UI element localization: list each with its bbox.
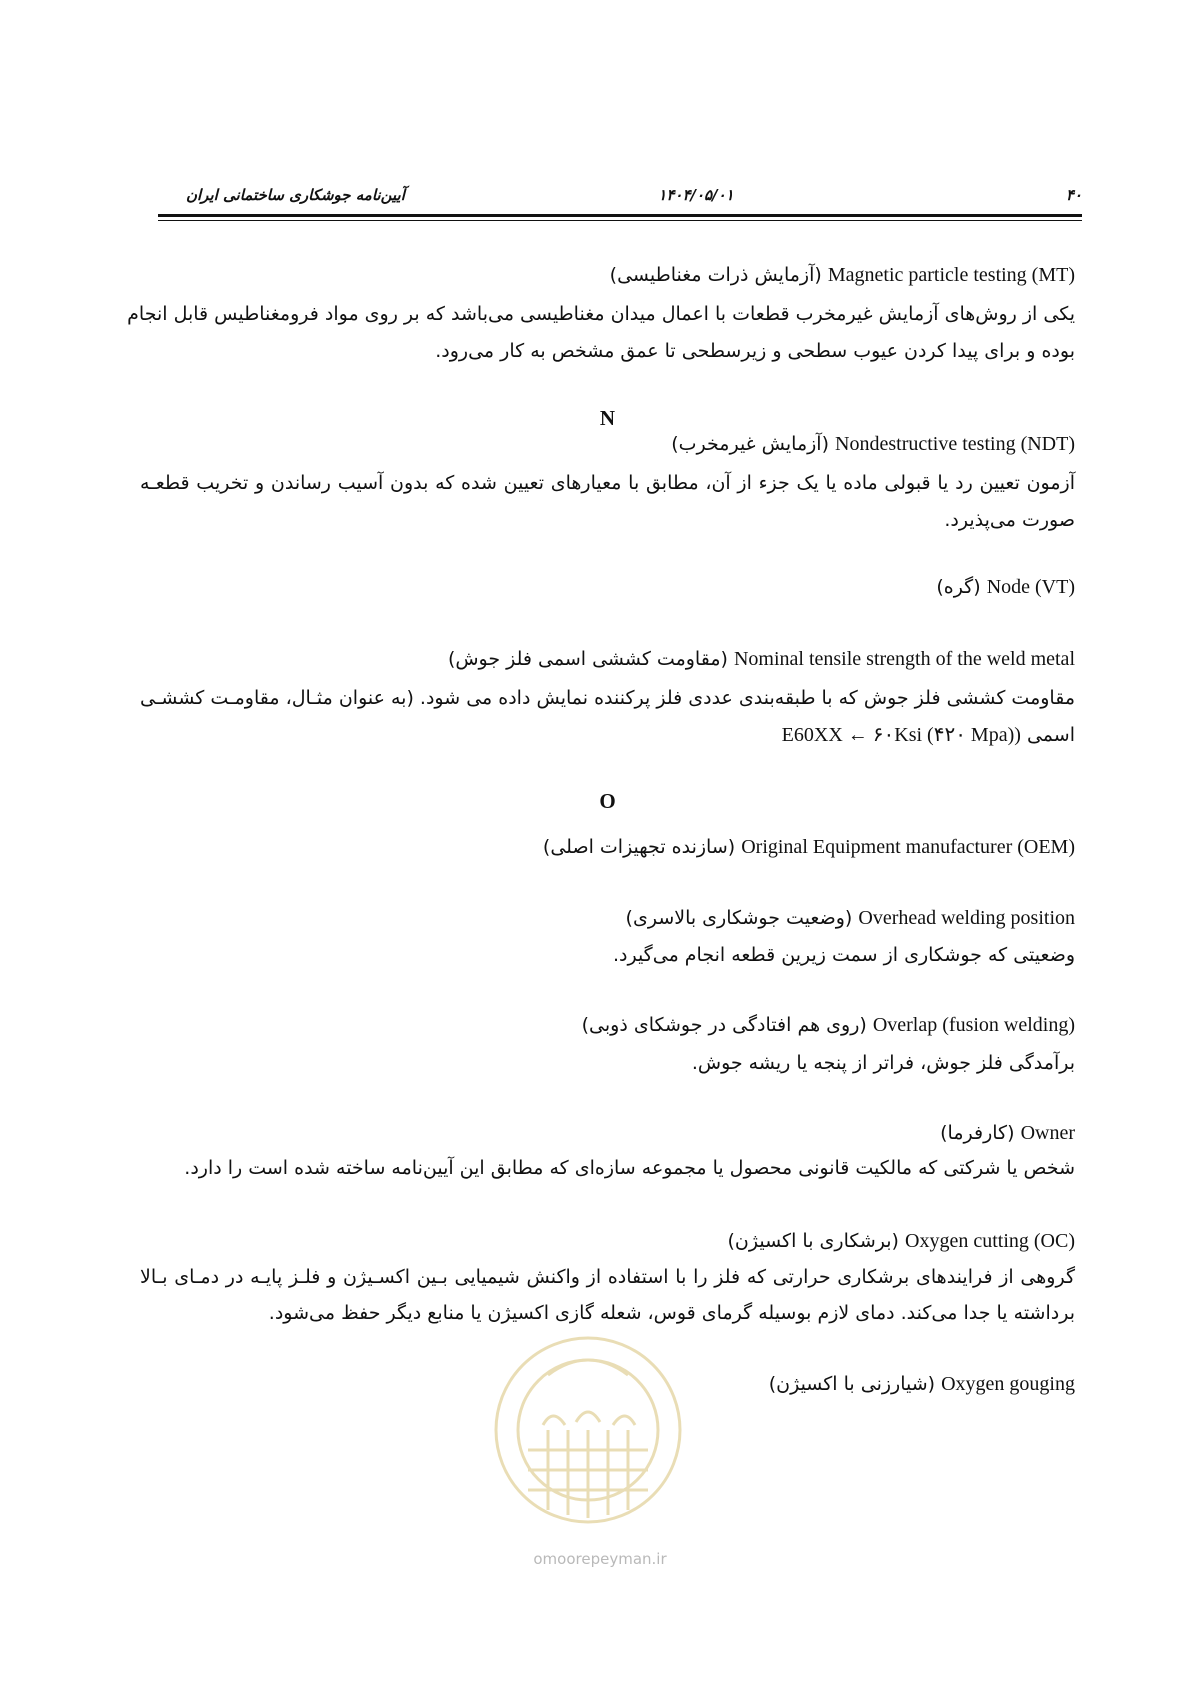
term-en: Nondestructive testing (NDT): [835, 433, 1075, 455]
term-heading: [140, 1230, 1075, 1253]
definition-line: شخص یا شرکتی که مالکیت قانونی محصول یا مجموعه سازه‌ای که مطابق این آیین‌نامه ساخته شده است را دارد.: [184, 1157, 1075, 1179]
term-fa: (شیارزنی با اکسیژن): [768, 1373, 936, 1395]
definition-line: [140, 722, 1075, 747]
definition-line: وضعیتی که جوشکاری از سمت زیرین قطعه انجام می‌گیرد.: [612, 944, 1075, 966]
definition-line: مقاومت کششی فلز جوش که با طبقه‌بندی عددی فلز پرکننده نمایش داده می شود. (به عنوان مثـال، مقاومـت کششـی: [140, 687, 1075, 709]
term-fa: (مقاومت کششی اسمی فلز جوش): [447, 648, 728, 670]
term-en: Node (VT): [986, 576, 1075, 598]
term-fa: (وضعیت جوشکاری بالاسری): [625, 907, 853, 929]
term-en: Overhead welding position: [858, 907, 1075, 929]
definition-line: برداشته یا جدا می‌کند. دمای لازم بوسیله گرمای قوس، شعله گازی اکسیژن یا منابع دیگر حفظ می‌شود.: [268, 1302, 1075, 1324]
term-heading: [140, 1122, 1075, 1145]
watermark-seal-icon: [488, 1330, 688, 1530]
term-fa: (آزمایش غیرمخرب): [671, 433, 829, 455]
term-heading: [140, 576, 1075, 599]
term-en: Nominal tensile strength of the weld metal: [733, 648, 1075, 670]
section-letter: N: [599, 406, 616, 430]
term-en: Overlap (fusion welding): [872, 1014, 1075, 1036]
section-letter: O: [599, 789, 616, 813]
term-en: Magnetic particle testing (MT): [827, 264, 1075, 286]
definition-line: صورت می‌پذیرد.: [944, 509, 1075, 531]
term-fa: (آزمایش ذرات مغناطیسی): [609, 264, 822, 286]
page-number: ۴۰: [1065, 186, 1082, 204]
definition-line: برآمدگی فلز جوش، فراتر از پنجه یا ریشه جوش.: [691, 1052, 1075, 1074]
definition-line: یکی از روش‌های آزمایش غیرمخرب قطعات با اعمال میدان مغناطیسی می‌باشد که بر روی مواد فرومغناطیس قابل انجام: [127, 303, 1075, 325]
header-title: آیین‌نامه جوشکاری ساختمانی ایران: [186, 186, 405, 204]
term-en: Original Equipment manufacturer (OEM): [741, 836, 1075, 858]
term-en: Oxygen gouging: [941, 1373, 1075, 1395]
term-heading: [140, 648, 1075, 671]
term-fa: (روی هم افتادگی در جوشکای ذوبی): [581, 1014, 867, 1036]
term-fa: (کارفرما): [940, 1122, 1015, 1144]
definition-line: آزمون تعیین رد یا قبولی ماده یا یک جزء از آن، مطابق با معیارهای تعیین شده که بدون آسیب رساندن و تخریب قطعـه: [140, 472, 1075, 494]
term-heading: [140, 836, 1075, 859]
term-fa: (سازنده تجهیزات اصلی): [542, 836, 736, 858]
header-date: ۱۴۰۴/۰۵/۰۱: [658, 186, 734, 204]
term-heading: [140, 907, 1075, 930]
definition-line: بوده و برای پیدا کردن عیوب سطحی و زیرسطحی تا عمق مشخص به کار می‌رود.: [435, 340, 1075, 362]
term-heading: [140, 1014, 1075, 1037]
term-heading: [140, 433, 1075, 456]
watermark-site: omoorepeyman.ir: [533, 1550, 667, 1568]
definition-formula: E60XX ← ۶۰Ksi (۴۲۰ Mpa)): [781, 724, 1021, 746]
term-heading: [140, 264, 1075, 287]
term-en: Oxygen cutting (OC): [905, 1230, 1075, 1252]
term-fa: (برشکاری با اکسیژن): [727, 1230, 899, 1252]
definition-line: گروهی از فرایندهای برشکاری حرارتی که فلز را با استفاده از واکنش شیمیایی بـین اکسـیژن و فلـز پایـه در دمـای بـالا: [140, 1266, 1075, 1288]
term-en: Owner: [1020, 1122, 1075, 1144]
definition-text: اسمی: [1026, 724, 1075, 746]
term-fa: (گره): [936, 576, 981, 598]
